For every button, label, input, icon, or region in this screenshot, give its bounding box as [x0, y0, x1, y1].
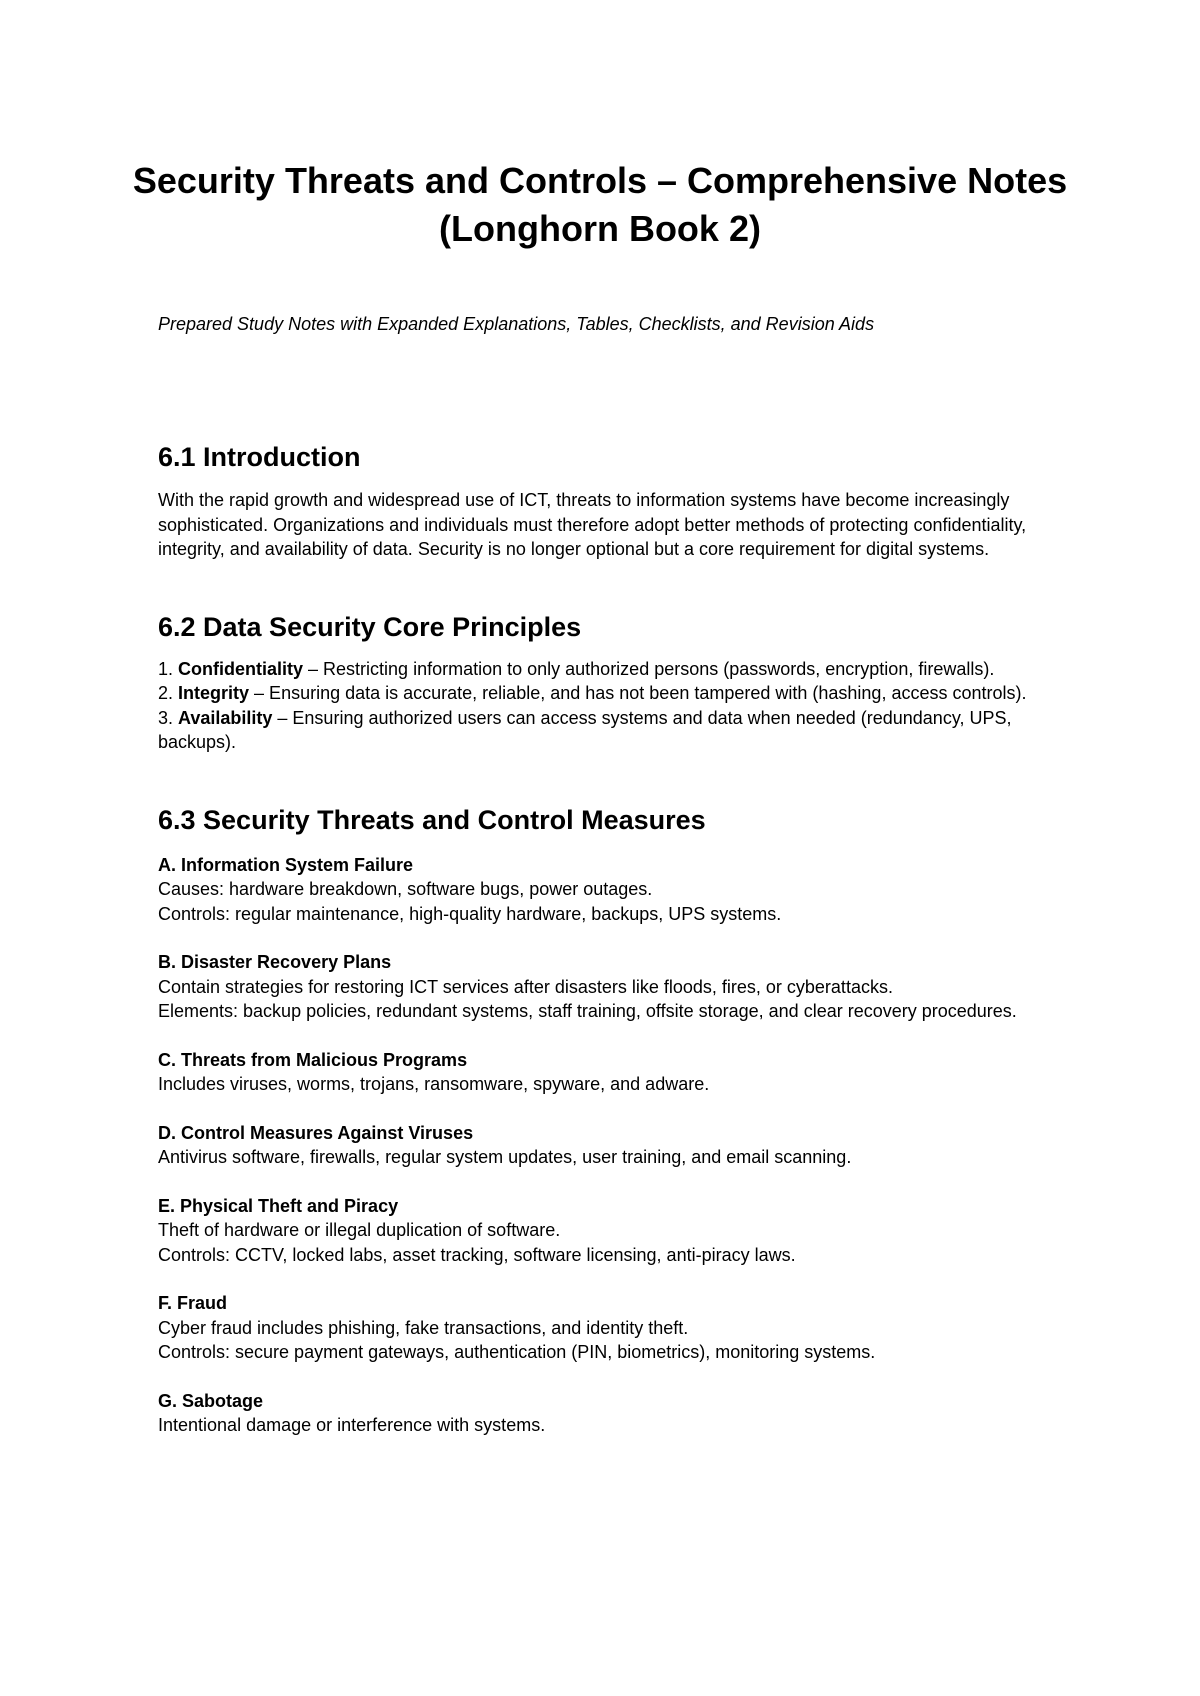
- threat-line: Causes: hardware breakdown, software bugs, power outages.: [158, 879, 653, 899]
- section-heading: 6.3 Security Threats and Control Measures: [158, 804, 706, 835]
- item-term: Integrity: [178, 683, 250, 703]
- threat-line: Includes viruses, worms, trojans, ransomware, spyware, and adware.: [158, 1074, 710, 1094]
- threat-line: Theft of hardware or illegal duplication of software.: [158, 1220, 561, 1240]
- threat-item: [158, 1291, 1058, 1365]
- document-body: [158, 440, 1058, 1438]
- threat-item: [158, 1121, 1058, 1170]
- item-text: – Ensuring data is accurate, reliable, and has not been tampered with (hashing, access controls).: [249, 683, 1027, 703]
- list-item: [158, 706, 1058, 755]
- threat-line: Controls: CCTV, locked labs, asset tracking, software licensing, anti-piracy laws.: [158, 1244, 796, 1265]
- threat-item: [158, 1048, 1058, 1097]
- section-heading: 6.1 Introduction: [158, 442, 361, 472]
- section-threats-controls: [158, 803, 1058, 1438]
- item-number: 1.: [158, 658, 174, 679]
- threat-item: [158, 853, 1058, 927]
- paragraph: With the rapid growth and widespread use of ICT, threats to information systems have become increasingly sophisticated. Organizations and individuals must therefore adopt better methods of protecting confidentiality, integrity, and availability of data. Security is no longer optional but a core requirement for digital systems.: [158, 490, 1027, 559]
- document-title: Security Threats and Controls – Comprehensive Notes (Longhorn Book 2): [132, 160, 1068, 249]
- threat-title: D. Control Measures Against Viruses: [158, 1122, 474, 1143]
- threat-title: F. Fraud: [158, 1293, 228, 1313]
- item-term: Availability: [178, 707, 273, 728]
- threat-item: [158, 1194, 1058, 1268]
- item-number: 3.: [158, 707, 174, 728]
- threat-title: E. Physical Theft and Piracy: [158, 1195, 399, 1216]
- section-heading: 6.2 Data Security Core Principles: [158, 611, 582, 642]
- list-item: [158, 681, 1058, 706]
- threat-line: Cyber fraud includes phishing, fake transactions, and identity theft.: [158, 1317, 689, 1338]
- threat-line: Intentional damage or interference with systems.: [158, 1415, 546, 1435]
- threat-title: C. Threats from Malicious Programs: [158, 1049, 468, 1070]
- section-core-principles: [158, 610, 1058, 755]
- threat-line: Antivirus software, firewalls, regular system updates, user training, and email scanning.: [158, 1147, 852, 1167]
- list-item: [158, 657, 1058, 682]
- item-text: – Restricting information to only authorized persons (passwords, encryption, firewalls).: [303, 658, 995, 679]
- document-subtitle: Prepared Study Notes with Expanded Explanations, Tables, Checklists, and Revision Aids: [158, 314, 875, 334]
- item-number: 2.: [158, 683, 174, 703]
- section-introduction: [158, 440, 1058, 562]
- threat-line: Contain strategies for restoring ICT services after disasters like floods, fires, or cyberattacks.: [158, 976, 893, 997]
- threat-item: [158, 950, 1058, 1024]
- threat-line: Elements: backup policies, redundant systems, staff training, offsite storage, and clear recovery procedures.: [158, 1001, 1017, 1021]
- item-term: Confidentiality: [178, 658, 304, 679]
- threat-title: A. Information System Failure: [158, 854, 414, 875]
- threats-list: [158, 853, 1058, 1438]
- item-text: – Ensuring authorized users can access systems and data when needed (redundancy, UPS, backups).: [158, 707, 1012, 752]
- threat-line: Controls: secure payment gateways, authentication (PIN, biometrics), monitoring systems.: [158, 1342, 876, 1362]
- threat-title: B. Disaster Recovery Plans: [158, 952, 392, 972]
- threat-line: Controls: regular maintenance, high-quality hardware, backups, UPS systems.: [158, 903, 782, 924]
- principles-list: [158, 657, 1058, 755]
- threat-title: G. Sabotage: [158, 1390, 264, 1411]
- threat-item: [158, 1389, 1058, 1438]
